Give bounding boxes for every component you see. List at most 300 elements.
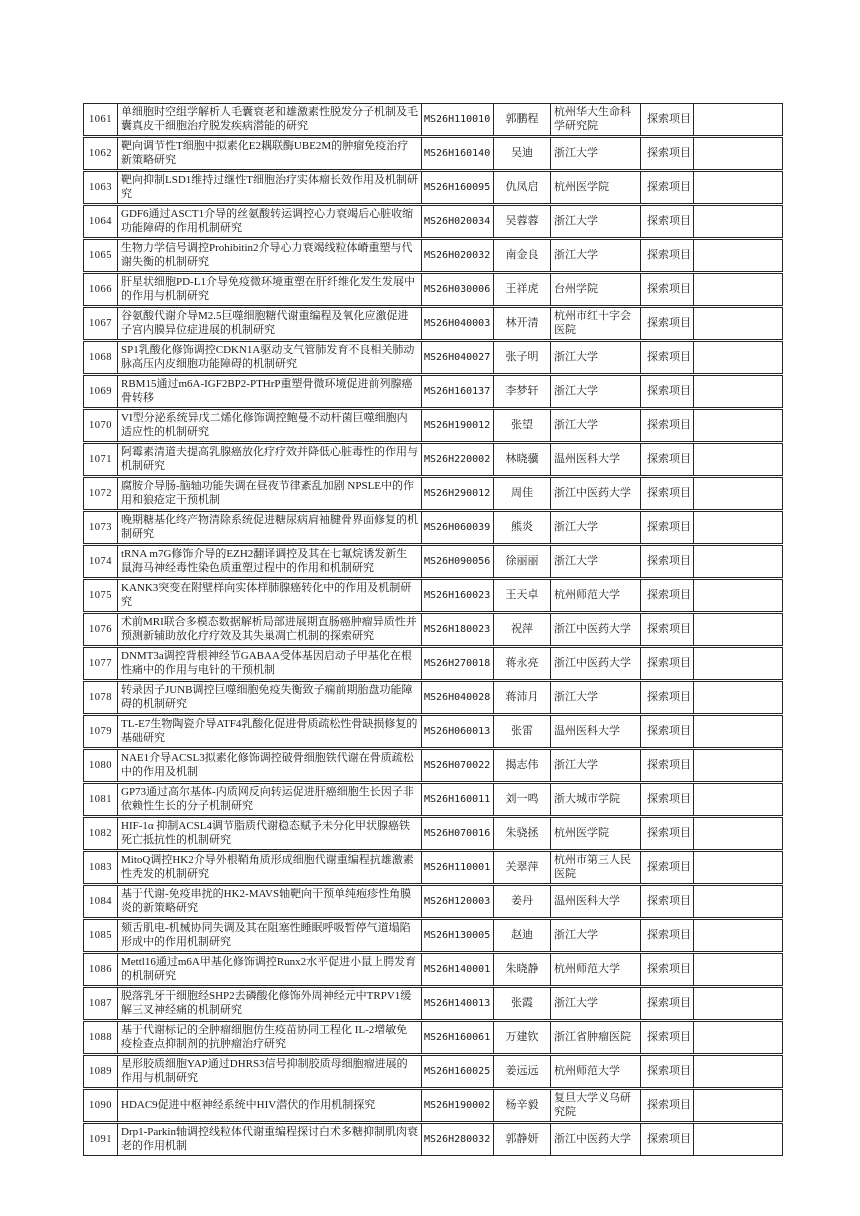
project-title-text: Drp1-Parkin轴调控线粒体代谢重编程探讨白术多糖抑制肌肉衰老的作用机制 [121, 1126, 418, 1152]
pi-name: 杨辛毅 [493, 1090, 550, 1121]
project-title-text: 术前MRI联合多模态数据解析局部进展期直肠癌肿瘤异质性并预测新辅助放化疗疗效及其失巢凋亡机制的探索研究 [121, 616, 417, 642]
empty-cell [693, 716, 782, 747]
institution [550, 274, 640, 305]
project-title [117, 818, 421, 849]
pi-name: 张子明 [493, 342, 550, 373]
table-row [83, 171, 783, 204]
empty-cell [693, 954, 782, 985]
project-title-text: NAE1介导ACSL3拟素化修饰调控破骨细胞铁代谢在骨质疏松中的作用及机制 [121, 752, 414, 778]
project-type: 探索项目 [640, 682, 693, 713]
table-row [83, 1021, 783, 1054]
table-row [83, 579, 783, 612]
institution [550, 546, 640, 577]
institution-text: 浙江中医药大学 [554, 1132, 631, 1145]
project-title-text: RBM15通过m6A-IGF2BP2-PTHrP重塑骨微环境促进前列腺癌骨转移 [121, 378, 413, 404]
table-row [83, 1123, 783, 1156]
project-type: 探索项目 [640, 988, 693, 1019]
table-row [83, 613, 783, 646]
project-title-text: SP1乳酸化修饰调控CDKN1A驱动支气管肺发育不良相关肺动脉高压内皮细胞功能障碍的机制研究 [121, 344, 415, 370]
table-row [83, 273, 783, 306]
project-title [117, 138, 421, 169]
institution-text: 复旦大学义乌研究院 [554, 1092, 631, 1118]
institution-text: 杭州师范大学 [554, 962, 620, 975]
institution [550, 1090, 640, 1121]
row-number: 1076 [89, 623, 112, 635]
project-title [117, 512, 421, 543]
project-code: MS26H160137 [421, 376, 493, 407]
table-row [83, 885, 783, 918]
table-row [83, 477, 783, 510]
empty-cell [693, 988, 782, 1019]
empty-cell [693, 750, 782, 781]
institution-text: 浙江中医药大学 [554, 622, 631, 635]
pi-name: 万建钦 [493, 1022, 550, 1053]
empty-cell [693, 172, 782, 203]
project-title [117, 852, 421, 883]
project-title-text: 靶向抑制LSD1维持过继性T细胞治疗实体瘤长效作用及机制研究 [121, 174, 418, 200]
institution [550, 716, 640, 747]
institution-text: 浙江大学 [554, 758, 598, 771]
project-title [117, 376, 421, 407]
project-code: MS26H060039 [421, 512, 493, 543]
pi-name: 朱晓静 [493, 954, 550, 985]
project-type: 探索项目 [640, 818, 693, 849]
project-title-text: HIF-1α 抑制ACSL4调节脂质代谢稳态赋予未分化甲状腺癌铁死亡抵抗性的机制研究 [121, 820, 411, 846]
institution-text: 浙江大学 [554, 350, 598, 363]
institution [550, 920, 640, 951]
row-number: 1081 [89, 793, 112, 805]
empty-cell [693, 274, 782, 305]
row-number: 1078 [89, 691, 112, 703]
project-title-text: TL-E7生物陶瓷介导ATF4乳酸化促进骨质疏松性骨缺损修复的基础研究 [121, 718, 418, 744]
empty-cell [693, 1056, 782, 1087]
row-number: 1066 [89, 283, 112, 295]
pi-name: 吴蓉蓉 [493, 206, 550, 237]
project-type: 探索项目 [640, 376, 693, 407]
empty-cell [693, 920, 782, 951]
row-number: 1086 [89, 963, 112, 975]
project-code: MS26H190012 [421, 410, 493, 441]
project-title-text: 腐胺介导肠-脑轴功能失调在昼夜节律紊乱加剧 NPSLE中的作用和狼疮定干预机制 [121, 480, 415, 506]
institution [550, 512, 640, 543]
project-title [117, 716, 421, 747]
row-number: 1068 [89, 351, 112, 363]
institution [550, 1056, 640, 1087]
project-title [117, 954, 421, 985]
empty-cell [693, 784, 782, 815]
table-row [83, 239, 783, 272]
pi-name: 林开清 [493, 308, 550, 339]
institution-text: 杭州华大生命科学研究院 [554, 106, 631, 132]
project-title [117, 240, 421, 271]
institution [550, 614, 640, 645]
table-row [83, 307, 783, 340]
project-title [117, 308, 421, 339]
project-code: MS26H090056 [421, 546, 493, 577]
row-number: 1077 [89, 657, 112, 669]
project-code: MS26H160011 [421, 784, 493, 815]
project-title-text: 肝星状细胞PD-L1介导免疫微环境重塑在肝纤维化发生发展中的作用与机制研究 [121, 276, 415, 302]
pi-name: 周佳 [493, 478, 550, 509]
empty-cell [693, 546, 782, 577]
row-number: 1074 [89, 555, 112, 567]
project-type: 探索项目 [640, 342, 693, 373]
table-row [83, 851, 783, 884]
institution [550, 852, 640, 883]
project-code: MS26H160140 [421, 138, 493, 169]
institution-text: 浙江大学 [554, 248, 598, 261]
institution-text: 浙江大学 [554, 146, 598, 159]
institution-text: 台州学院 [554, 282, 598, 295]
institution [550, 954, 640, 985]
project-type: 探索项目 [640, 920, 693, 951]
project-type: 探索项目 [640, 886, 693, 917]
project-title-text: 脱落乳牙干细胞经SHP2去磷酸化修饰外周神经元中TRPV1缓解三叉神经痛的机制研究 [121, 990, 412, 1016]
project-code: MS26H060013 [421, 716, 493, 747]
row-number: 1084 [89, 895, 112, 907]
project-type: 探索项目 [640, 648, 693, 679]
project-type: 探索项目 [640, 104, 693, 135]
empty-cell [693, 580, 782, 611]
pi-name: 蒋永亮 [493, 648, 550, 679]
pi-name: 仇凤启 [493, 172, 550, 203]
project-type: 探索项目 [640, 512, 693, 543]
project-code: MS26H070022 [421, 750, 493, 781]
project-code: MS26H040003 [421, 308, 493, 339]
institution [550, 342, 640, 373]
institution [550, 784, 640, 815]
pi-name: 郭静妍 [493, 1124, 550, 1155]
pi-name: 南金良 [493, 240, 550, 271]
empty-cell [693, 138, 782, 169]
project-type: 探索项目 [640, 716, 693, 747]
project-title [117, 342, 421, 373]
project-type: 探索项目 [640, 580, 693, 611]
table-row [83, 953, 783, 986]
project-type: 探索项目 [640, 308, 693, 339]
project-code: MS26H040028 [421, 682, 493, 713]
project-code: MS26H020034 [421, 206, 493, 237]
institution [550, 206, 640, 237]
institution [550, 138, 640, 169]
project-title-text: 生物力学信号调控Prohibitin2介导心力衰竭线粒体嵴重塑与代谢失衡的机制研究 [121, 242, 413, 268]
project-title-text: MitoQ调控HK2介导外根鞘角质形成细胞代谢重编程抗雄激素性秃发的机制研究 [121, 854, 414, 880]
pi-name: 王祥虎 [493, 274, 550, 305]
row-number: 1072 [89, 487, 112, 499]
project-title [117, 206, 421, 237]
institution [550, 172, 640, 203]
project-code: MS26H140001 [421, 954, 493, 985]
institution [550, 240, 640, 271]
project-title [117, 648, 421, 679]
institution-text: 浙江大学 [554, 418, 598, 431]
empty-cell [693, 886, 782, 917]
pi-name: 蒋沛月 [493, 682, 550, 713]
row-number: 1082 [89, 827, 112, 839]
project-type: 探索项目 [640, 240, 693, 271]
project-code: MS26H280032 [421, 1124, 493, 1155]
table-row [83, 545, 783, 578]
project-type: 探索项目 [640, 478, 693, 509]
pi-name: 吴迪 [493, 138, 550, 169]
pi-name: 关翠萍 [493, 852, 550, 883]
project-type: 探索项目 [640, 1090, 693, 1121]
institution [550, 1124, 640, 1155]
table-row [83, 103, 783, 136]
row-number: 1080 [89, 759, 112, 771]
institution [550, 1022, 640, 1053]
project-title [117, 1124, 421, 1155]
project-type: 探索项目 [640, 784, 693, 815]
institution-text: 杭州市红十字会医院 [554, 310, 631, 336]
pi-name: 朱骁拯 [493, 818, 550, 849]
project-type: 探索项目 [640, 138, 693, 169]
empty-cell [693, 410, 782, 441]
institution-text: 杭州医学院 [554, 180, 609, 193]
institution [550, 444, 640, 475]
institution-text: 浙江省肿瘤医院 [554, 1030, 631, 1043]
project-title-text: tRNA m7G修饰介导的EZH2翻译调控及其在七氟烷诱发新生鼠海马神经毒性染色质重塑过程中的作用和机制研究 [121, 548, 408, 574]
project-type: 探索项目 [640, 172, 693, 203]
institution-text: 杭州师范大学 [554, 588, 620, 601]
table-row [83, 987, 783, 1020]
pi-name: 李梦轩 [493, 376, 550, 407]
table-row [83, 715, 783, 748]
row-number: 1071 [89, 453, 112, 465]
project-code: MS26H120003 [421, 886, 493, 917]
row-number: 1073 [89, 521, 112, 533]
table-row [83, 205, 783, 238]
pi-name: 揭志伟 [493, 750, 550, 781]
project-title-text: GDF6通过ASCT1介导的丝氨酸转运调控心力衰竭后心脏收缩功能障碍的作用机制研究 [121, 208, 414, 234]
row-number: 1065 [89, 249, 112, 261]
institution-text: 浙江中医药大学 [554, 486, 631, 499]
institution-text: 杭州市第三人民医院 [554, 854, 631, 880]
pi-name: 熊炎 [493, 512, 550, 543]
institution-text: 杭州师范大学 [554, 1064, 620, 1077]
project-type: 探索项目 [640, 954, 693, 985]
project-type: 探索项目 [640, 444, 693, 475]
project-title-text: 基于代谢标记的全肿瘤细胞仿生疫苗协同工程化 IL-2增敏免疫检查点抑制剂的抗肿瘤治疗研究 [121, 1024, 408, 1050]
project-title [117, 172, 421, 203]
empty-cell [693, 648, 782, 679]
table-row [83, 375, 783, 408]
institution [550, 988, 640, 1019]
project-title [117, 784, 421, 815]
row-number: 1061 [89, 113, 112, 125]
project-title-text: HDAC9促进中枢神经系统中HIV潜伏的作用机制探究 [121, 1098, 376, 1111]
pi-name: 姜丹 [493, 886, 550, 917]
pi-name: 张霞 [493, 988, 550, 1019]
institution-text: 杭州医学院 [554, 826, 609, 839]
project-code: MS26H070016 [421, 818, 493, 849]
institution-text: 浙江大学 [554, 384, 598, 397]
pi-name: 张雷 [493, 716, 550, 747]
empty-cell [693, 1090, 782, 1121]
project-code: MS26H290012 [421, 478, 493, 509]
project-title-text: 转录因子JUNB调控巨噬细胞免疫失衡致子痫前期胎盘功能障碍的机制研究 [121, 684, 413, 710]
institution [550, 104, 640, 135]
empty-cell [693, 614, 782, 645]
project-title-text: 基于代谢-免疫串扰的HK2-MAVS轴靶向干预单纯疱疹性角膜炎的新策略研究 [121, 888, 412, 914]
empty-cell [693, 206, 782, 237]
empty-cell [693, 308, 782, 339]
row-number: 1064 [89, 215, 112, 227]
row-number: 1091 [89, 1133, 112, 1145]
table-row [83, 409, 783, 442]
pi-name: 姜远远 [493, 1056, 550, 1087]
row-number: 1090 [89, 1099, 112, 1111]
project-title-text: 靶向调节性T细胞中拟素化E2耦联酶UBE2M的肿瘤免疫治疗新策略研究 [121, 140, 409, 166]
project-title [117, 1090, 421, 1121]
project-title [117, 886, 421, 917]
project-title-text: 单细胞时空组学解析人毛囊衰老和雄激素性脱发分子机制及毛囊真皮干细胞治疗脱发疾病潜能的研究 [121, 106, 418, 132]
row-number: 1089 [89, 1065, 112, 1077]
empty-cell [693, 342, 782, 373]
table-row [83, 443, 783, 476]
row-number: 1070 [89, 419, 112, 431]
project-type: 探索项目 [640, 1056, 693, 1087]
row-number: 1087 [89, 997, 112, 1009]
project-code: MS26H140013 [421, 988, 493, 1019]
project-title [117, 920, 421, 951]
project-type: 探索项目 [640, 1022, 693, 1053]
project-type: 探索项目 [640, 206, 693, 237]
row-number: 1067 [89, 317, 112, 329]
row-number: 1079 [89, 725, 112, 737]
institution-text: 浙江大学 [554, 214, 598, 227]
table-row [83, 341, 783, 374]
table-row [83, 749, 783, 782]
project-code: MS26H160061 [421, 1022, 493, 1053]
project-code: MS26H110001 [421, 852, 493, 883]
row-number: 1085 [89, 929, 112, 941]
empty-cell [693, 682, 782, 713]
project-code: MS26H220002 [421, 444, 493, 475]
institution-text: 浙江大学 [554, 928, 598, 941]
institution-text: 浙江中医药大学 [554, 656, 631, 669]
pi-name: 王天卓 [493, 580, 550, 611]
row-number: 1088 [89, 1031, 112, 1043]
project-title [117, 444, 421, 475]
project-title-text: 星形胶质细胞YAP通过DHRS3信号抑制胶质母细胞瘤进展的作用与机制研究 [121, 1058, 408, 1084]
project-title [117, 274, 421, 305]
row-number: 1063 [89, 181, 112, 193]
row-number: 1062 [89, 147, 112, 159]
project-code: MS26H130005 [421, 920, 493, 951]
project-title-text: KANK3突变在附壁样向实体样肺腺癌转化中的作用及机制研究 [121, 582, 412, 608]
table-row [83, 511, 783, 544]
institution-text: 浙江大学 [554, 996, 598, 1009]
project-title [117, 546, 421, 577]
empty-cell [693, 512, 782, 543]
row-number: 1069 [89, 385, 112, 397]
institution [550, 308, 640, 339]
empty-cell [693, 852, 782, 883]
empty-cell [693, 818, 782, 849]
pi-name: 林晓骥 [493, 444, 550, 475]
project-type: 探索项目 [640, 410, 693, 441]
table-row [83, 817, 783, 850]
project-code: MS26H180023 [421, 614, 493, 645]
project-title [117, 750, 421, 781]
project-code: MS26H030006 [421, 274, 493, 305]
table-row [83, 647, 783, 680]
institution [550, 410, 640, 441]
project-code: MS26H020032 [421, 240, 493, 271]
table-row [83, 1055, 783, 1088]
project-type: 探索项目 [640, 852, 693, 883]
project-title [117, 580, 421, 611]
pi-name: 祝萍 [493, 614, 550, 645]
project-title [117, 682, 421, 713]
institution [550, 818, 640, 849]
institution [550, 648, 640, 679]
empty-cell [693, 1124, 782, 1155]
table-row [83, 1089, 783, 1122]
project-title [117, 410, 421, 441]
project-title [117, 1022, 421, 1053]
project-title-text: 阿霉素清道夫提高乳腺癌放化疗疗效并降低心脏毒性的作用与机制研究 [121, 446, 418, 472]
institution-text: 浙江大学 [554, 554, 598, 567]
table-row [83, 919, 783, 952]
project-title-text: 颏舌肌电-机械协同失调及其在阻塞性睡眠呼吸暂停气道塌陷形成中的作用机制研究 [121, 922, 411, 948]
project-code: MS26H160025 [421, 1056, 493, 1087]
empty-cell [693, 478, 782, 509]
pi-name: 郭鹏程 [493, 104, 550, 135]
empty-cell [693, 376, 782, 407]
institution-text: 温州医科大学 [554, 452, 620, 465]
table-row [83, 137, 783, 170]
project-title [117, 988, 421, 1019]
institution-text: 温州医科大学 [554, 894, 620, 907]
pi-name: 张望 [493, 410, 550, 441]
project-title [117, 1056, 421, 1087]
row-number: 1075 [89, 589, 112, 601]
project-type: 探索项目 [640, 274, 693, 305]
empty-cell [693, 104, 782, 135]
project-code: MS26H270018 [421, 648, 493, 679]
institution-text: 浙大城市学院 [554, 792, 620, 805]
institution-text: 浙江大学 [554, 520, 598, 533]
project-code: MS26H160095 [421, 172, 493, 203]
row-number: 1083 [89, 861, 112, 873]
project-code: MS26H040027 [421, 342, 493, 373]
project-title-text: 谷氨酸代谢介导M2.5巨噬细胞糖代谢重编程及氧化应激促进子宫内膜异位症进展的机制研究 [121, 310, 409, 336]
pi-name: 徐丽丽 [493, 546, 550, 577]
project-title-text: GP73通过高尔基体-内质网反向转运促进肝癌细胞生长因子非依赖性生长的分子机制研究 [121, 786, 414, 812]
project-code: MS26H110010 [421, 104, 493, 135]
project-type: 探索项目 [640, 1124, 693, 1155]
table-row [83, 681, 783, 714]
project-title [117, 104, 421, 135]
project-type: 探索项目 [640, 546, 693, 577]
pi-name: 刘一鸣 [493, 784, 550, 815]
institution [550, 580, 640, 611]
empty-cell [693, 444, 782, 475]
institution-text: 浙江大学 [554, 690, 598, 703]
project-title-text: 晚期糖基化终产物清除系统促进糖尿病肩袖腱骨界面修复的机制研究 [121, 514, 418, 540]
project-type: 探索项目 [640, 750, 693, 781]
institution [550, 478, 640, 509]
project-title-text: DNMT3a调控背根神经节GABAA受体基因启动子甲基化在根性痛中的作用与电针的干预机制 [121, 650, 412, 676]
empty-cell [693, 1022, 782, 1053]
project-title-text: VI型分泌系统异戊二烯化修饰调控鲍曼不动杆菌巨噬细胞内适应性的机制研究 [121, 412, 408, 438]
project-type: 探索项目 [640, 614, 693, 645]
project-title [117, 614, 421, 645]
institution [550, 886, 640, 917]
projects-table [83, 103, 783, 1157]
